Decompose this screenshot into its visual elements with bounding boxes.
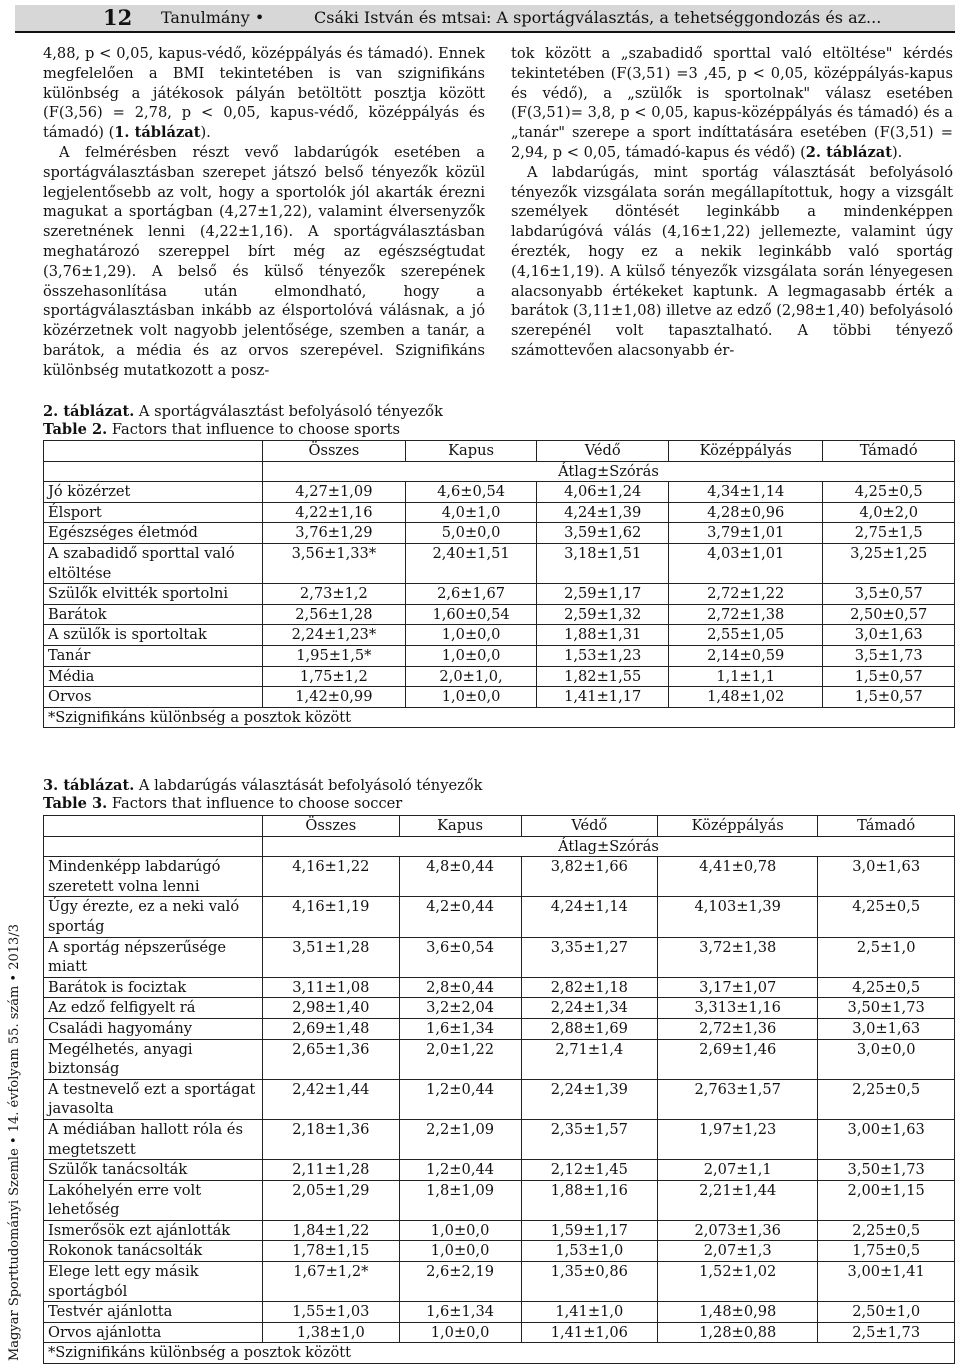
value-cell: 2,2±1,09 xyxy=(399,1119,521,1159)
row-label: Jó közérzet xyxy=(44,482,263,503)
value-cell: 2,21±1,44 xyxy=(658,1180,818,1220)
value-cell: 1,41±1,17 xyxy=(537,687,669,708)
value-cell: 4,0±2,0 xyxy=(823,502,955,523)
value-cell: 4,27±1,09 xyxy=(263,482,406,503)
table-row xyxy=(44,645,955,666)
value-cell: 1,8±1,09 xyxy=(399,1180,521,1220)
value-cell: 2,56±1,28 xyxy=(263,604,406,625)
value-cell: 1,2±0,44 xyxy=(399,1079,521,1119)
value-cell: 2,75±1,5 xyxy=(823,523,955,544)
column-header: Összes xyxy=(263,816,400,837)
table-row xyxy=(44,998,955,1019)
table-row xyxy=(44,482,955,503)
column-header: Támadó xyxy=(823,441,955,462)
value-cell: 4,25±0,5 xyxy=(818,977,955,998)
value-cell: 2,00±1,15 xyxy=(818,1180,955,1220)
value-cell: 3,0±1,63 xyxy=(818,857,955,897)
row-label: Úgy érezte, ez a neki való sportág xyxy=(44,897,263,937)
value-cell: 3,72±1,38 xyxy=(658,937,818,977)
table-corner-cell xyxy=(44,816,263,837)
row-label: A szülők is sportoltak xyxy=(44,625,263,646)
row-label: Szülők tanácsolták xyxy=(44,1160,263,1181)
value-cell: 1,0±0,0 xyxy=(405,645,537,666)
value-cell: 3,35±1,27 xyxy=(521,937,658,977)
value-cell: 2,72±1,22 xyxy=(669,584,823,605)
value-cell: 1,5±0,57 xyxy=(823,666,955,687)
table-subheader-blank xyxy=(44,836,263,857)
value-cell: 1,6±1,34 xyxy=(399,1302,521,1323)
value-cell: 3,313±1,16 xyxy=(658,998,818,1019)
value-cell: 2,69±1,48 xyxy=(263,1018,400,1039)
value-cell: 1,0±0,0 xyxy=(399,1241,521,1262)
table-footnote-row xyxy=(44,707,955,728)
value-cell: 2,07±1,3 xyxy=(658,1241,818,1262)
value-cell: 1,0±0,0 xyxy=(405,625,537,646)
value-cell: 2,0±1,0, xyxy=(405,666,537,687)
value-cell: 3,00±1,63 xyxy=(818,1119,955,1159)
value-cell: 4,34±1,14 xyxy=(669,482,823,503)
table-row xyxy=(44,897,955,937)
value-cell: 2,8±0,44 xyxy=(399,977,521,998)
table-row xyxy=(44,584,955,605)
table-header-row xyxy=(44,441,955,462)
value-cell: 4,28±0,96 xyxy=(669,502,823,523)
value-cell: 1,75±0,5 xyxy=(818,1241,955,1262)
table-row xyxy=(44,857,955,897)
column-header: Támadó xyxy=(818,816,955,837)
table-header-row xyxy=(44,816,955,837)
value-cell: 3,50±1,73 xyxy=(818,998,955,1019)
table-footnote-row xyxy=(44,1343,955,1364)
value-cell: 2,07±1,1 xyxy=(658,1160,818,1181)
table-row xyxy=(44,1262,955,1302)
value-cell: 2,24±1,23* xyxy=(263,625,406,646)
table-subheader-row xyxy=(44,836,955,857)
value-cell: 2,65±1,36 xyxy=(263,1039,400,1079)
value-cell: 1,28±0,88 xyxy=(658,1322,818,1343)
value-cell: 4,2±0,44 xyxy=(399,897,521,937)
column-header: Középpályás xyxy=(658,816,818,837)
row-label: Barátok xyxy=(44,604,263,625)
value-cell: 1,41±1,06 xyxy=(521,1322,658,1343)
row-label: A sportág népszerűsége miatt xyxy=(44,937,263,977)
value-cell: 2,69±1,46 xyxy=(658,1039,818,1079)
table-row xyxy=(44,1018,955,1039)
value-cell: 1,0±0,0 xyxy=(399,1220,521,1241)
right-paragraph-2: A labdarúgás, mint sportág választását befolyásoló tényezők vizsgálata során megállapítottuk, hogy a vizsgált személyek döntését leginkább a mindenképpen labdarúgóvá válás (4,16±1,22) jellemezte, valamint úgy érezték, hogy ez a nekik leginkább való sportág (4,16±1,19). A külső tényezők vizsgálata során lényegesen alacsonyabb értékeket kaptunk. A legmagasabb érték a barátok (3,11±1,08) illetve az edző (2,98±1,40) befolyásoló szerepénél volt tapasztalható. A többi tényező számottevően alacsonyabb ér- xyxy=(511,163,953,359)
table-row xyxy=(44,543,955,583)
table-row xyxy=(44,1160,955,1181)
row-label: Élsport xyxy=(44,502,263,523)
table-row xyxy=(44,1302,955,1323)
value-cell: 1,2±0,44 xyxy=(399,1160,521,1181)
column-header: Kapus xyxy=(405,441,537,462)
row-label: Mindenképp labdarúgó szeretett volna lenni xyxy=(44,857,263,897)
value-cell: 4,03±1,01 xyxy=(669,543,823,583)
value-cell: 1,5±0,57 xyxy=(823,687,955,708)
value-cell: 1,88±1,16 xyxy=(521,1180,658,1220)
row-label: Barátok is fociztak xyxy=(44,977,263,998)
table-subheader: Átlag±Szórás xyxy=(263,461,955,482)
table-footnote: *Szignifikáns különbség a posztok között xyxy=(44,1343,955,1364)
table-row xyxy=(44,1220,955,1241)
value-cell: 2,82±1,18 xyxy=(521,977,658,998)
table-footnote: *Szignifikáns különbség a posztok között xyxy=(44,707,955,728)
row-label: Tanár xyxy=(44,645,263,666)
value-cell: 1,48±0,98 xyxy=(658,1302,818,1323)
running-title: Csáki István és mtsai: A sportágválasztás, a tehetséggondozás és az... xyxy=(314,8,882,27)
value-cell: 2,14±0,59 xyxy=(669,645,823,666)
value-cell: 1,60±0,54 xyxy=(405,604,537,625)
value-cell: 4,41±0,78 xyxy=(658,857,818,897)
table-row xyxy=(44,625,955,646)
table-row xyxy=(44,977,955,998)
table-row xyxy=(44,1241,955,1262)
value-cell: 2,88±1,69 xyxy=(521,1018,658,1039)
value-cell: 1,53±1,0 xyxy=(521,1241,658,1262)
row-label: Egészséges életmód xyxy=(44,523,263,544)
right-column xyxy=(511,44,953,361)
value-cell: 2,59±1,17 xyxy=(537,584,669,605)
row-label: Média xyxy=(44,666,263,687)
row-label: Lakóhelyén erre volt lehetőség xyxy=(44,1180,263,1220)
value-cell: 4,24±1,14 xyxy=(521,897,658,937)
value-cell: 2,55±1,05 xyxy=(669,625,823,646)
value-cell: 3,82±1,66 xyxy=(521,857,658,897)
value-cell: 3,18±1,51 xyxy=(537,543,669,583)
row-label: Családi hagyomány xyxy=(44,1018,263,1039)
value-cell: 2,72±1,38 xyxy=(669,604,823,625)
table-row xyxy=(44,502,955,523)
value-cell: 4,8±0,44 xyxy=(399,857,521,897)
value-cell: 2,18±1,36 xyxy=(263,1119,400,1159)
table-3-caption: 3. táblázat. A labdarúgás választását befolyásoló tényezők Table 3. Factors that influence to choose soccer xyxy=(43,777,483,812)
row-label: Az edző felfigyelt rá xyxy=(44,998,263,1019)
table-corner-cell xyxy=(44,441,263,462)
journal-spine xyxy=(2,924,28,1361)
row-label: Orvos ajánlotta xyxy=(44,1322,263,1343)
value-cell: 3,76±1,29 xyxy=(263,523,406,544)
value-cell: 1,59±1,17 xyxy=(521,1220,658,1241)
section-label: Tanulmány • xyxy=(161,8,265,27)
value-cell: 1,53±1,23 xyxy=(537,645,669,666)
running-header xyxy=(15,5,955,33)
value-cell: 3,59±1,62 xyxy=(537,523,669,544)
row-label: Megélhetés, anyagi biztonság xyxy=(44,1039,263,1079)
value-cell: 3,0±1,63 xyxy=(818,1018,955,1039)
value-cell: 4,0±1,0 xyxy=(405,502,537,523)
value-cell: 2,98±1,40 xyxy=(263,998,400,1019)
value-cell: 2,72±1,36 xyxy=(658,1018,818,1039)
column-header: Középpályás xyxy=(669,441,823,462)
left-paragraph-2: A felmérésben részt vevő labdarúgók esetében a sportágválasztásban szerepet játszó belső tényezők közül legjelentősebb az volt, hogy a sportolók jól akarták érezni magukat a sportágban (4,27±1,22), valamint élversenyzők szeretnének lenni (4,22±1,16). A sportágválasztásban meghatározó szereppel bírt még az egészségtudat (3,76±1,29). A belső és külső tényezők szerepének összehasonlítása után elmondható, hogy a sportágválasztásban inkább az élsportolóvá válásnak, a jó közérzetnek volt nagyobb jelentősége, szemben a tanár, a barátok, a média és az orvos szerepével. Szignifikáns különbség mutatkozott a posz- xyxy=(43,143,485,379)
value-cell: 3,6±0,54 xyxy=(399,937,521,977)
value-cell: 1,48±1,02 xyxy=(669,687,823,708)
table-row xyxy=(44,523,955,544)
table-row xyxy=(44,1079,955,1119)
value-cell: 3,17±1,07 xyxy=(658,977,818,998)
table-1-reference: 1. táblázat xyxy=(114,124,201,142)
value-cell: 1,41±1,0 xyxy=(521,1302,658,1323)
value-cell: 3,25±1,25 xyxy=(823,543,955,583)
value-cell: 5,0±0,0 xyxy=(405,523,537,544)
value-cell: 2,35±1,57 xyxy=(521,1119,658,1159)
value-cell: 4,6±0,54 xyxy=(405,482,537,503)
value-cell: 4,25±0,5 xyxy=(818,897,955,937)
value-cell: 3,79±1,01 xyxy=(669,523,823,544)
value-cell: 4,16±1,19 xyxy=(263,897,400,937)
value-cell: 1,0±0,0 xyxy=(399,1322,521,1343)
table-subheader-blank xyxy=(44,461,263,482)
table-2-caption: 2. táblázat. A sportágválasztást befolyásoló tényezők Table 2. Factors that influence to choose sports xyxy=(43,403,443,438)
table-row xyxy=(44,1180,955,1220)
value-cell: 2,6±2,19 xyxy=(399,1262,521,1302)
value-cell: 4,16±1,22 xyxy=(263,857,400,897)
value-cell: 2,59±1,32 xyxy=(537,604,669,625)
row-label: A médiában hallott róla és megtetszett xyxy=(44,1119,263,1159)
value-cell: 2,073±1,36 xyxy=(658,1220,818,1241)
value-cell: 2,11±1,28 xyxy=(263,1160,400,1181)
value-cell: 3,50±1,73 xyxy=(818,1160,955,1181)
page-number: 12 xyxy=(103,5,133,30)
value-cell: 1,1±1,1 xyxy=(669,666,823,687)
table-row xyxy=(44,1039,955,1079)
value-cell: 1,52±1,02 xyxy=(658,1262,818,1302)
row-label: Rokonok tanácsolták xyxy=(44,1241,263,1262)
value-cell: 1,67±1,2* xyxy=(263,1262,400,1302)
left-column xyxy=(43,44,485,381)
value-cell: 3,0±1,63 xyxy=(823,625,955,646)
value-cell: 2,0±1,22 xyxy=(399,1039,521,1079)
row-label: Ismerősök ezt ajánlották xyxy=(44,1220,263,1241)
row-label: Szülők elvitték sportolni xyxy=(44,584,263,605)
value-cell: 2,24±1,34 xyxy=(521,998,658,1019)
value-cell: 1,97±1,23 xyxy=(658,1119,818,1159)
value-cell: 1,38±1,0 xyxy=(263,1322,400,1343)
value-cell: 2,50±1,0 xyxy=(818,1302,955,1323)
column-header: Védő xyxy=(521,816,658,837)
value-cell: 3,56±1,33* xyxy=(263,543,406,583)
table-row xyxy=(44,604,955,625)
table-row xyxy=(44,687,955,708)
value-cell: 2,73±1,2 xyxy=(263,584,406,605)
table-subheader-row xyxy=(44,461,955,482)
table-2-reference: 2. táblázat xyxy=(805,143,892,161)
value-cell: 3,51±1,28 xyxy=(263,937,400,977)
value-cell: 2,05±1,29 xyxy=(263,1180,400,1220)
column-header: Védő xyxy=(537,441,669,462)
value-cell: 1,0±0,0 xyxy=(405,687,537,708)
value-cell: 1,95±1,5* xyxy=(263,645,406,666)
value-cell: 3,5±1,73 xyxy=(823,645,955,666)
value-cell: 1,35±0,86 xyxy=(521,1262,658,1302)
row-label: Orvos xyxy=(44,687,263,708)
value-cell: 3,00±1,41 xyxy=(818,1262,955,1302)
value-cell: 2,25±0,5 xyxy=(818,1220,955,1241)
table-row xyxy=(44,937,955,977)
row-label: A testnevelő ezt a sportágat javasolta xyxy=(44,1079,263,1119)
value-cell: 1,6±1,34 xyxy=(399,1018,521,1039)
value-cell: 2,763±1,57 xyxy=(658,1079,818,1119)
value-cell: 2,40±1,51 xyxy=(405,543,537,583)
column-header: Összes xyxy=(263,441,406,462)
value-cell: 2,25±0,5 xyxy=(818,1079,955,1119)
value-cell: 1,84±1,22 xyxy=(263,1220,400,1241)
table-2 xyxy=(43,440,955,728)
value-cell: 2,5±1,73 xyxy=(818,1322,955,1343)
table-row xyxy=(44,1322,955,1343)
value-cell: 2,71±1,4 xyxy=(521,1039,658,1079)
column-header: Kapus xyxy=(399,816,521,837)
table-row xyxy=(44,1119,955,1159)
value-cell: 3,2±2,04 xyxy=(399,998,521,1019)
table-3 xyxy=(43,815,955,1364)
value-cell: 2,24±1,39 xyxy=(521,1079,658,1119)
value-cell: 1,55±1,03 xyxy=(263,1302,400,1323)
journal-spine-text: Magyar Sporttudományi Szemle • 14. évfolyam 55. szám • 2013/3 xyxy=(7,924,22,1361)
row-label: Elege lett egy másik sportágból xyxy=(44,1262,263,1302)
value-cell: 2,6±1,67 xyxy=(405,584,537,605)
value-cell: 1,75±1,2 xyxy=(263,666,406,687)
value-cell: 2,12±1,45 xyxy=(521,1160,658,1181)
value-cell: 4,24±1,39 xyxy=(537,502,669,523)
value-cell: 1,42±0,99 xyxy=(263,687,406,708)
left-paragraph-1: 4,88, p < 0,05, kapus-védő, középpályás és támadó). Ennek megfelelően a BMI tekintetében is van szignifikáns különbség a játékosok pályán betöltött posztja között (F(3,56) = 2,78, p < 0,05, kapus-védő, középpályás és támadó) (1. táblázat). xyxy=(43,45,485,142)
table-subheader: Átlag±Szórás xyxy=(263,836,955,857)
value-cell: 4,22±1,16 xyxy=(263,502,406,523)
value-cell: 2,42±1,44 xyxy=(263,1079,400,1119)
right-paragraph-1: tok között a „szabadidő sporttal való eltöltése" kérdés tekintetében (F(3,51) =3 ,45, p < 0,05, középpályás-kapus és védő), a „szülők is sportolnak" válasz esetében (F(3,51)= 3,8, p < 0,05, kapus-középpályás és támadó) és a „tanár" szerepe a sport indíttatására esetében (F(3,51) = 2,94, p < 0,05, támadó-kapus és védő) (2. táblázat). xyxy=(511,45,953,161)
value-cell: 1,78±1,15 xyxy=(263,1241,400,1262)
value-cell: 4,103±1,39 xyxy=(658,897,818,937)
row-label: A szabadidő sporttal való eltöltése xyxy=(44,543,263,583)
value-cell: 3,11±1,08 xyxy=(263,977,400,998)
value-cell: 1,82±1,55 xyxy=(537,666,669,687)
value-cell: 3,5±0,57 xyxy=(823,584,955,605)
value-cell: 3,0±0,0 xyxy=(818,1039,955,1079)
value-cell: 2,50±0,57 xyxy=(823,604,955,625)
value-cell: 2,5±1,0 xyxy=(818,937,955,977)
row-label: Testvér ajánlotta xyxy=(44,1302,263,1323)
value-cell: 4,25±0,5 xyxy=(823,482,955,503)
table-row xyxy=(44,666,955,687)
value-cell: 1,88±1,31 xyxy=(537,625,669,646)
value-cell: 4,06±1,24 xyxy=(537,482,669,503)
